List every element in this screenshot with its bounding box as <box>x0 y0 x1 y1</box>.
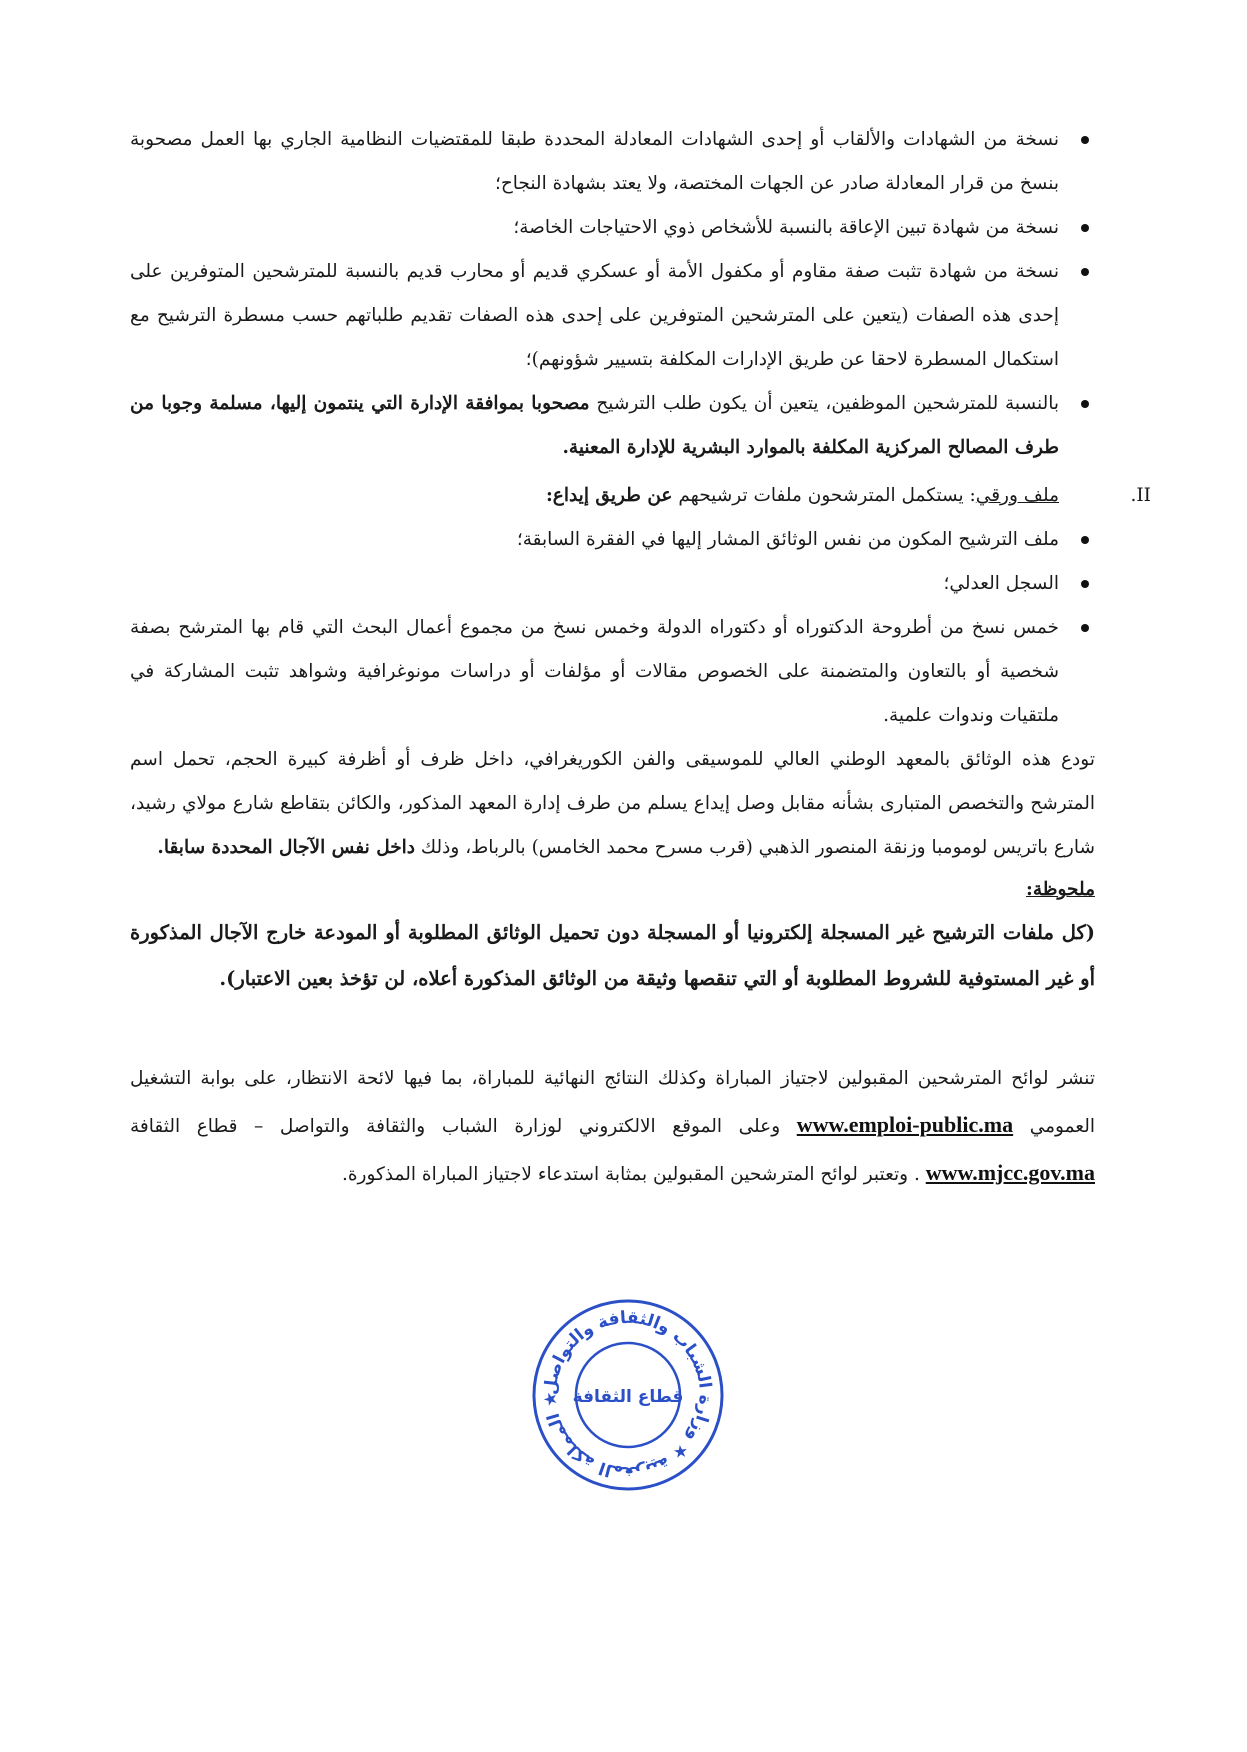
section-text: : يستكمل المترشحون ملفات ترشيحهم <box>672 485 976 506</box>
stamp-outer-text: المملكة المغربية ★ وزارة الشباب والثقافة والتواصل ★ <box>540 1307 716 1483</box>
list-item: نسخة من شهادة تثبت صفة مقاوم أو مكفول الأمة أو عسكري قديم أو محارب قديم بالنسبة للمترشحين المتوفرين على إحدى هذه الصفات (يتعين على المترشحين المتوفرين على إحدى هذه الصفات تقديم طلباتهم حسب مسطرة الترشيح مع استكمال المسطرة لاحقا عن طريق الإدارات المكلفة بتسيير شؤونهم)؛ <box>130 250 1095 382</box>
list-item: السجل العدلي؛ <box>130 562 1095 606</box>
publication-text-3: . وتعتبر لوائح المترشحين المقبولين بمثابة استدعاء لاجتياز المباراة المذكورة. <box>341 1164 926 1185</box>
required-documents-list <box>130 118 1095 470</box>
list-item: خمس نسخ من أطروحة الدكتوراه أو دكتوراه الدولة وخمس نسخ من مجموع أعمال البحث التي قام بها المترشح بصفة شخصية أو بالتعاون والمتضمنة على الخصوص مقالات أو مؤلفات أو دراسات مونوغرافية وشواهد تثبت المشاركة في ملتقيات وندوات علمية. <box>130 606 1095 738</box>
list-item: ملف الترشيح المكون من نفس الوثائق المشار إليها في الفقرة السابقة؛ <box>130 518 1095 562</box>
section-heading-paper-file <box>130 474 1151 518</box>
paper-file-list <box>130 518 1095 738</box>
note-title: ملحوظة: <box>1025 879 1095 900</box>
official-stamp <box>528 1295 728 1495</box>
list-item: نسخة من الشهادات والألقاب أو إحدى الشهادات المعادلة المحددة طبقا للمقتضيات النظامية الجاري بها العمل مصحوبة بنسخ من قرار المعادلة صادر عن الجهات المختصة، ولا يعتد بشهادة النجاح؛ <box>130 118 1095 206</box>
employees-list-item <box>130 382 1095 470</box>
publication-text-1: تنشر لوائح المترشحين المقبولين لاجتياز المباراة وكذلك النتائج النهائية للمباراة، بما فيها لائحة الانتظار، على بوابة التشغيل العمومي <box>130 1068 1095 1137</box>
document-body <box>130 118 1151 1198</box>
section-bold-text: عن طريق إيداع: <box>545 485 673 506</box>
mjcc-link[interactable]: www.mjcc.gov.ma <box>925 1160 1095 1185</box>
publication-text-2: وعلى الموقع الالكتروني لوزارة الشباب والثقافة والتواصل – قطاع الثقافة <box>130 1116 797 1137</box>
deposit-paragraph <box>130 738 1095 870</box>
section-label: ملف ورقي <box>975 485 1059 506</box>
publication-paragraph <box>130 1056 1095 1198</box>
employees-bold-text: مصحوبا بموافقة الإدارة التي ينتمون إليها، مسلمة وجوبا من طرف المصالح المركزية المكلفة بالموارد البشرية للإدارة المعنية. <box>130 393 1059 458</box>
section-numeral: II. <box>1130 485 1151 506</box>
employees-text: بالنسبة للمترشحين الموظفين، يتعين أن يكون طلب الترشيح <box>589 393 1059 414</box>
stamp-inner-text: قطاع الثقافة <box>572 1387 684 1407</box>
note-body: (كل ملفات الترشيح غير المسجلة إلكترونيا أو المسجلة دون تحميل الوثائق المطلوبة أو المودعة خارج الآجال المذكورة أو غير المستوفية للشروط المطلوبة أو التي تنقصها وثيقة من الوثائق المذكورة أعلاه، لن تؤخذ بعين الاعتبار). <box>130 921 1095 990</box>
emploi-public-link[interactable]: www.emploi-public.ma <box>796 1112 1014 1137</box>
list-item: نسخة من شهادة تبين الإعاقة بالنسبة للأشخاص ذوي الاحتياجات الخاصة؛ <box>130 206 1095 250</box>
deposit-bold-text: داخل نفس الآجال المحددة سابقا. <box>157 837 416 858</box>
deposit-text: تودع هذه الوثائق بالمعهد الوطني العالي للموسيقى والفن الكوريغرافي، داخل ظرف أو أظرفة كبيرة الحجم، تحمل اسم المترشح والتخصص المتبارى بشأنه مقابل وصل إيداع يسلم من طرف إدارة المعهد المذكور، والكائن بتقاطع شارع مولاي رشيد، شارع باتريس لومومبا وزنقة المنصور الذهبي (قرب مسرح محمد الخامس) بالرباط، وذلك <box>130 749 1095 858</box>
